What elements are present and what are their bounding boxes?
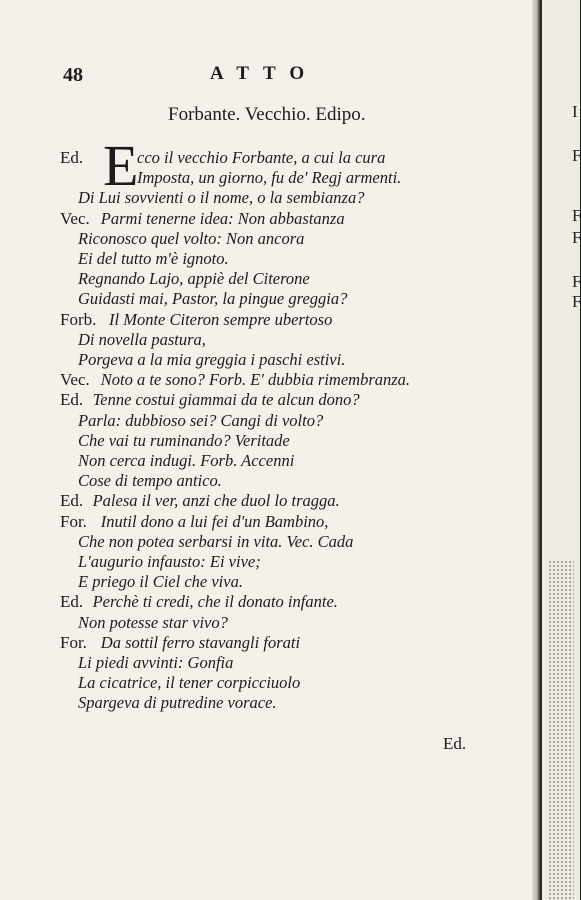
facing-page-letter: F: [572, 228, 581, 247]
verse-line: Perchè ti credi, che il donato infante.: [92, 592, 338, 612]
verse-line: Noto a te sono? Forb. E' dubbia rimembranza.: [100, 370, 411, 390]
speaker-label: Vec.: [60, 370, 90, 390]
verse-line: E priego il Ciel che viva.: [78, 572, 243, 592]
verse-line: Palesa il ver, anzi che duol lo tragga.: [92, 491, 340, 511]
speaker-label: Forb.: [60, 309, 97, 329]
speaker-label: Ed.: [60, 148, 84, 167]
verse-line: Che non potea serbarsi in vita. Vec. Cada: [78, 531, 354, 551]
running-head: ATTO: [210, 63, 319, 84]
verse-line: Tenne costui giammai da te alcun dono?: [92, 390, 360, 410]
verse-line: Regnando Lajo, appiè del Citerone: [78, 269, 310, 289]
verse-line: Riconosco quel volto: Non ancora: [78, 228, 305, 248]
facing-page-letter: F: [572, 292, 581, 311]
verse-line: Parla: dubbioso sei? Cangi di volto?: [78, 410, 324, 430]
verse-line: Inutil dono a lui fei d'un Bambino,: [100, 511, 329, 531]
facing-page-letter: F: [572, 206, 581, 225]
verse-line: Li piedi avvinti: Gonfia: [78, 653, 234, 672]
verse-line: Ei del tutto m'è ignoto.: [78, 249, 229, 268]
verse-line: Parmi tenerne idea: Non abbastanza: [100, 208, 345, 228]
speaker-label: Ed.: [60, 491, 84, 511]
speaker-label: For.: [60, 632, 87, 652]
verse-line: Spargeva di putredine vorace.: [78, 693, 277, 713]
verse-line: Di Lui sovvienti o il nome, o la sembianza?: [78, 188, 365, 208]
verse-line: Guidasti mai, Pastor, la pingue greggia?: [78, 289, 348, 309]
speaker-label: Ed.: [60, 390, 84, 410]
catchword: Ed.: [443, 734, 467, 753]
verse-line: Di novella pastura,: [78, 329, 206, 349]
drop-cap: E: [103, 133, 139, 198]
verse-line: Non potesse star vivo?: [78, 612, 228, 632]
facing-page-letter: I: [572, 102, 578, 121]
page-number: 48: [63, 64, 83, 86]
facing-page-letter: F: [572, 146, 581, 165]
verse-line: Da sottil ferro stavangli forati: [100, 632, 301, 652]
paper-texture: [548, 560, 574, 900]
verse-line: Non cerca indugi. Forb. Accenni: [78, 451, 295, 470]
speaker-label: Ed.: [60, 592, 84, 612]
verse-line: Che vai tu ruminando? Veritade: [78, 430, 290, 450]
verse-line: L'augurio infausto: Ei vive;: [78, 552, 261, 571]
verse-line: La cicatrice, il tener corpicciuolo: [78, 673, 301, 693]
verse-line: Il Monte Citeron sempre ubertoso: [109, 309, 333, 329]
scene-heading: Forbante. Vecchio. Edipo.: [168, 104, 366, 125]
speaker-label: Vec.: [60, 208, 90, 228]
facing-page-letter: F: [572, 272, 581, 291]
speaker-label: For.: [60, 511, 87, 531]
verse-line: Cose di tempo antico.: [78, 471, 222, 491]
verse-line: Imposta, un giorno, fu de' Regj armenti.: [137, 168, 402, 188]
verse-line: cco il vecchio Forbante, a cui la cura: [137, 148, 386, 167]
verse-line: Porgeva a la mia greggia i paschi estivi.: [78, 350, 346, 369]
page-gutter: [532, 0, 540, 900]
